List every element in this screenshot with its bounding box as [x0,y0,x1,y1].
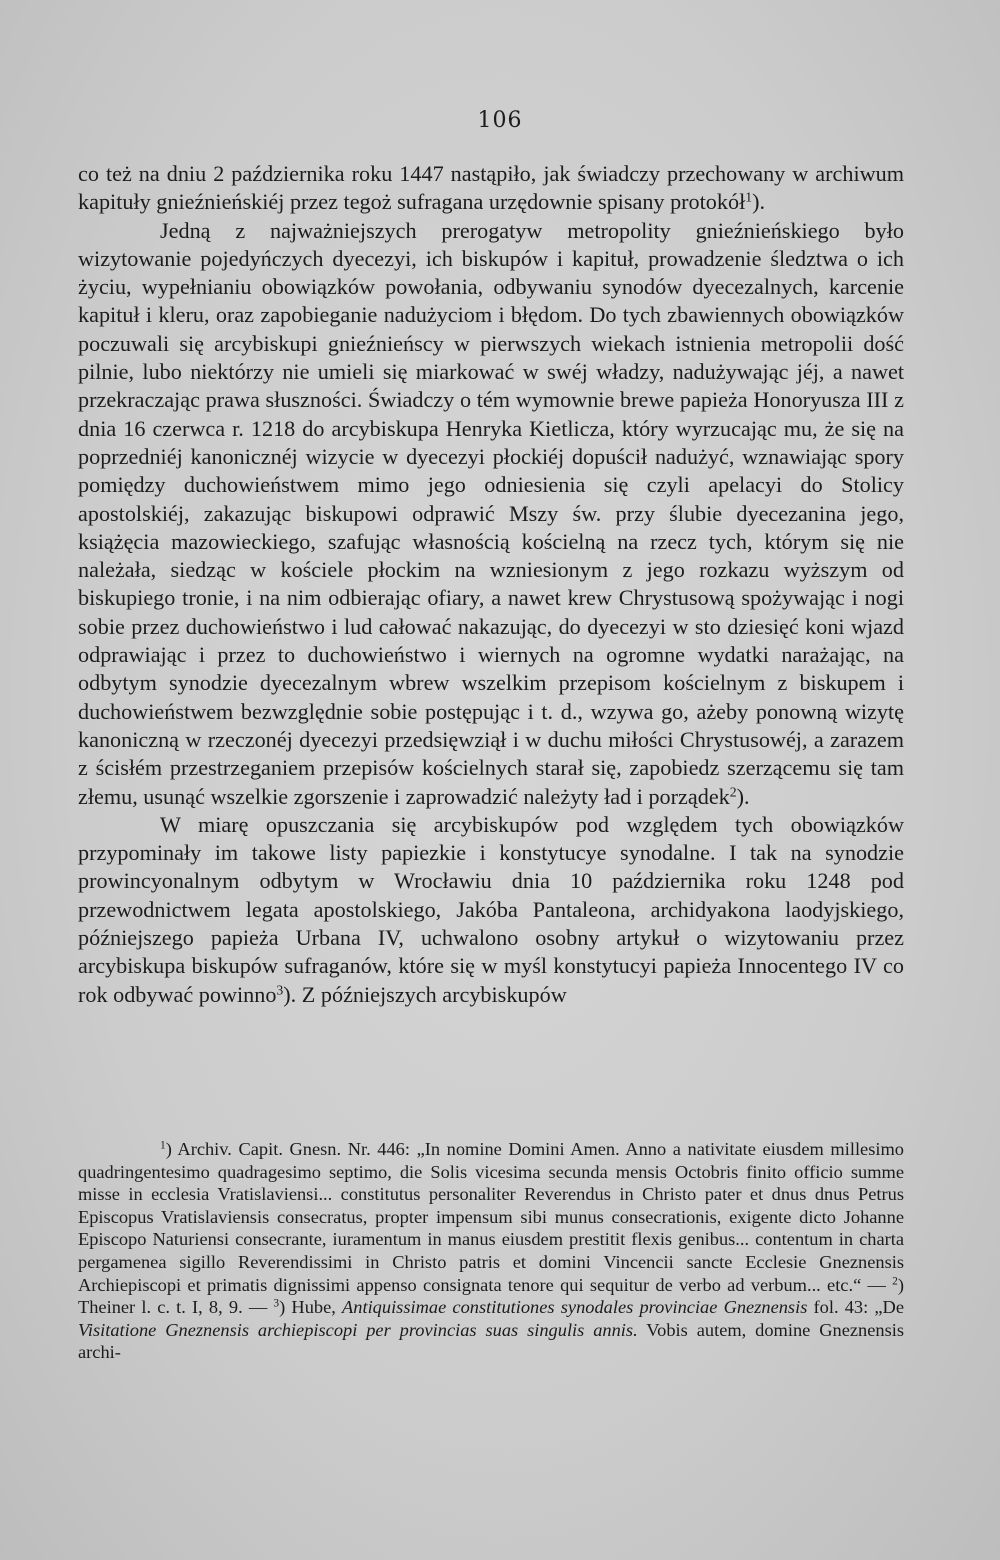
text-run: W miarę opuszczania się arcybiskupów pod względem tych obowiązków przypominały im takowe listy papiezkie i konstytucye synodalne. I tak na synodzie prowincyonalnym odbytym w Wrocławiu dnia 10 października roku 1248 pod przewodnictwem legata apostolskiego, Jakóba Pantaleona, archidyakona laodyjskiego, późniejszego papieża Urbana IV, uchwalono osobny artykuł o wizytowaniu przez arcybiskupa biskupów sufraganów, które się w myśl konstytucyi papieża Innocentego IV co rok odbywać powinno [78,811,904,1007]
text-run: Antiquissimae constitutiones synodales provinciae Gneznensis [342,1297,808,1318]
footnote-marker: 3 [276,982,284,998]
paragraph-2 [78,217,904,811]
footnote-marker: 2 [729,783,737,799]
footnotes [78,1138,904,1364]
text-run: Vobis autem, domine Gneznensis archi- [78,1319,904,1363]
paragraph-1 [78,160,904,217]
text-run: Visitatione Gneznensis archiepiscopi per provincias suas singulis annis. [78,1319,638,1340]
text-run: ). Z późniejszych arcybiskupów [283,981,567,1007]
paragraph-3 [78,811,904,1009]
text-run: Jedną z najważniejszych prerogatyw metropolity gnieźnieńskiego było wizytowanie pojedyńczych dyecezyi, ich biskupów i kapituł, prowadzenie śledztwa o ich życiu, wypełnianiu obowiązków powołania, odbywaniu synodów dyecezalnych, karcenie kapituł i kleru, oraz zapobieganie nadużyciom i błędom. Do tych zbawiennych obowiązków poczuwali się arcybiskupi gnieźnieńscy w pierwszych wiekach istnienia metropolii dość pilnie, lubo niektórzy nie umieli się miarkować w swéj władzy, nadużywając jéj, a nawet przekraczając prawa słuszności. Świadczy o tém wymownie brewe papieża Honoryusza III z dnia 16 czerwca r. 1218 do arcybiskupa Henryka Kietlicza, który wyrzucając mu, że się na poprzedniéj kanonicznéj wizycie w dyecezyi płockiéj dopuścił nadużyć, wznawiając spory pomiędzy duchowieństwem mimo jego odniesienia się czyli apelacyi do Stolicy apostolskiéj, zakazując biskupowi odprawić Mszy św. przy ślubie dyecezanina jego, książęcia mazowieckiego, szafując własnością kościelną na rzecz tych, którym się nie należała, siedząc w kościele płockim na wzniesionym z jego rozkazu wyższym od biskupiego tronie, i na nim odbierając ofiary, a nawet krew Chrystusową spożywając i nogi sobie przez duchowieństwo i lud całować nakazując, do dyecezyi w sto dziesięć koni wjazd odprawiając i przez to duchowieństwo i wiernych na ogromne wydatki narażając, na odbytym synodzie dyecezalnym wbrew wszelkim przepisom kościelnym z biskupem i duchowieństwem bezwzględnie sobie postępując i t. d., wzywa go, ażeby ponowną wizytę kanoniczną w rzeczonéj dyecezyi przedsięwziął i w duchu miłości Chrystusowéj, a zarazem z ścisłém przestrzeganiem przepisów kościelnych starał się, zapobiedz szerzącemu się tam złemu, usunąć wszelkie zgorszenie i zaprowadzić należyty ład i porządek [78,217,904,809]
text-run: ) Hube, [279,1297,343,1318]
footnote-marker: 1 [160,1139,166,1152]
footnote-marker: 3 [273,1297,280,1310]
text-run: ) Theiner l. c. t. I, 8, 9. — [78,1274,904,1318]
footnote-marker: 1 [745,189,753,205]
page-number: 106 [477,108,523,133]
footnote-text [78,1138,904,1364]
text-run: ). [752,189,766,215]
text-run: ) Archiv. Capit. Gnesn. Nr. 446: „In nomine Domini Amen. Anno a nativitate eiusdem millesimo quadringentesimo quadragesimo septimo, die Solis vicesima secunda mensis Octobris finito officio summe misse in ecclesia Vratislaviensi... constitutus personaliter Reverendus in Christo pater et dnus dnus Petrus Episcopus Vratislaviensis consecratus, propter impensum sibi munus consecrationis, exigente dicto Johanne Episcopo Naturiensi consecrante, iuramentum in manus eiusdem prestitit flexis genibus... contentum in charta pergamenea sigillo Reverendissimi in Christo patris et domini Vincencii sancte Ecclesie Gneznensis Archiepiscopi et primatis dignissimi appenso consignata tenore qui sequitur de verbo ad verbum... etc.“ — [78,1139,904,1295]
text-run: ). [736,783,750,809]
body-text [78,160,904,1009]
footnote-marker: 2 [892,1275,898,1288]
text-run: co też na dniu 2 października roku 1447 nastąpiło, jak świadczy przechowany w archiwum kapituły gnieźnieńskiéj przez tegoż sufragana urzędownie spisany protokół [78,161,904,215]
text-run: fol. 43: „De [807,1297,905,1318]
